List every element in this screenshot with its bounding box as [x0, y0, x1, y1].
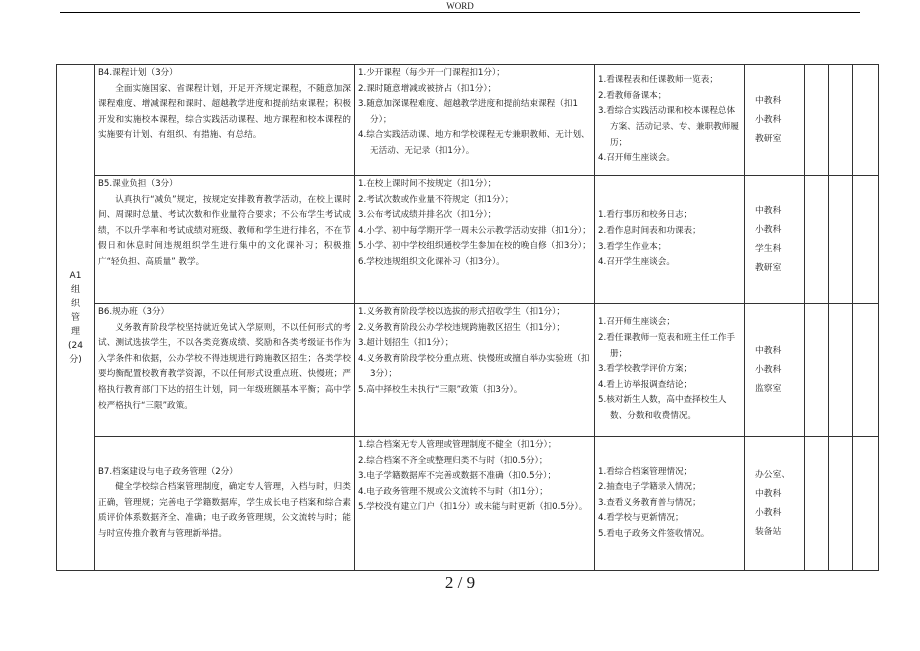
method-cell	[595, 65, 745, 176]
department-cell	[745, 65, 805, 176]
deduction-item: 3.超计划招生（扣1分）；	[358, 338, 454, 349]
department-name: 教研室	[755, 262, 782, 273]
method-item: 4.召开学生座谈会。	[598, 257, 675, 268]
method-cell	[595, 437, 745, 571]
deduction-item: 2.考试次数或作业量不符规定（扣1分）；	[358, 194, 514, 205]
deduction-item: 1.在校上课时间不按规定（扣1分）；	[358, 179, 497, 189]
deduction-item: 1.综合档案无专人管理或管理制度不健全（扣1分）；	[358, 440, 557, 450]
table-row	[57, 304, 879, 437]
deduction-item: 1.少开课程（每少开一门课程扣1分）；	[358, 68, 505, 78]
deduction-item: 4.综合实践活动课、地方和学校课程无专兼职教师、无计划、无活动、无记录（扣1分）。	[358, 130, 590, 156]
deduction-item: 2.义务教育阶段公办学校违规跨施教区招生（扣1分）；	[358, 322, 566, 333]
criteria-body: 全面实施国家、省课程计划，开足开齐规定课程，不随意加深课程难度、增减课程和课时、超越教学进度和提前结束课程；积极开发和实施校本课程，综合实践活动课程、地方课程和校本课程的实施要有计划、有组织、有措施、有总结。	[98, 83, 351, 141]
deduction-cell	[355, 437, 595, 571]
method-item: 3.看学校教学评价方案；	[598, 364, 693, 375]
page-header: WORD	[446, 1, 474, 11]
score-cell	[805, 65, 829, 176]
method-item: 5.看电子政务文件签收情况。	[598, 528, 710, 539]
deduction-item: 3.公布考试成绩并排名次（扣1分）；	[358, 210, 497, 221]
criteria-body: 义务教育阶段学校坚持就近免试入学原则，不以任何形式的考试、测试选拔学生，不以各类竞赛成绩、奖励和各类考级证书作为入学条件和依据，公办学校不得违规进行跨施教区招生；各类学校要均衡配置校教育教学资源，不以任何形式设重点班、快慢班；严格执行教育部门下达的招生计划，同一年级班额基本平衡；高中学校严格执行“三限”政策。	[98, 322, 351, 411]
method-item: 2.看作息时间表和功课表；	[598, 225, 701, 236]
deduction-item: 5.高中择校生未执行“三限”政策（扣3分）。	[358, 384, 523, 395]
method-item: 1.看综合档案管理情况；	[598, 466, 693, 477]
criteria-title: B5.课业负担（3分）	[98, 179, 178, 189]
method-item: 3.查看义务教育普与情况；	[598, 497, 701, 508]
score-cell	[853, 437, 879, 571]
table-row	[57, 65, 879, 176]
department-name: 学生科	[755, 243, 782, 254]
criteria-cell	[95, 176, 355, 304]
method-item: 3.看学生作业本；	[598, 241, 667, 252]
deduction-cell	[355, 176, 595, 304]
method-item: 3.看综合实践活动课和校本课程总体方案、活动记录、专、兼职教师履历；	[598, 106, 739, 148]
category-label: A1 组 织 管 理 (24 分)	[68, 270, 83, 365]
deduction-item: 5.小学、初中学校组织通校学生参加在校的晚自修（扣3分）；	[358, 241, 591, 252]
header-rule	[60, 12, 860, 13]
method-item: 2.抽查电子学籍录入情况；	[598, 482, 701, 493]
deduction-cell	[355, 65, 595, 176]
department-cell	[745, 437, 805, 571]
department-name: 小教科	[755, 224, 782, 235]
deduction-item: 5.学校没有建立门户（扣1分）或未能与时更新（扣0.5分）。	[358, 502, 588, 513]
department-name: 教研室	[755, 133, 782, 144]
score-cell	[853, 176, 879, 304]
department-name: 办公室、	[755, 469, 791, 480]
criteria-cell	[95, 437, 355, 571]
department-name: 中教科	[755, 95, 782, 106]
department-name: 小教科	[755, 364, 782, 375]
evaluation-table	[56, 64, 879, 571]
criteria-body: 健全学校综合档案管理制度，确定专人管理，入档与时，归类正确，管理规；完善电子学籍数据库，学生成长电子档案和综合素质评价体系数据齐全、准确；电子政务管理规，公文流转与时；能与时宣传推介教育与管理新举措。	[98, 482, 351, 539]
method-item: 5.核对新生人数，高中查择校生人数、分数和收费情况。	[598, 395, 727, 421]
criteria-cell	[95, 304, 355, 437]
method-item: 2.看任课教师一览表和班主任工作手册；	[598, 333, 736, 359]
criteria-title: B6.规办班（3分）	[98, 307, 170, 317]
deduction-item: 1.义务教育阶段学校以选拔的形式招收学生（扣1分）；	[358, 307, 566, 317]
method-item: 4.召开师生座谈会。	[598, 153, 675, 164]
department-name: 装备站	[755, 526, 782, 537]
department-name: 小教科	[755, 507, 782, 518]
deduction-item: 3.随意加深课程难度、超越教学进度和提前结束课程（扣1分）；	[358, 99, 578, 125]
method-item: 2.看教师备课本；	[598, 90, 667, 101]
criteria-body: 认真执行“减负”规定，按规定安排教育教学活动，在校上课时间、周课时总量、考试次数和作业量符合要求；不公布学生考试成绩，不以升学率和考试成绩对班级、教师和学生进行排名，不在节假日和休息时间违规组织学生进行集中的文化课补习；积极推广“轻负担、高质量” 教学。	[98, 194, 351, 267]
deduction-item: 4.义务教育阶段学校分重点班、快慢班或擅自举办实验班（扣3分）；	[358, 353, 590, 380]
table-row	[57, 437, 879, 571]
deduction-item: 4.小学、初中每学期开学一周未公示教学活动安排（扣1分）；	[358, 225, 591, 236]
criteria-title: B7.档案建设与电子政务管理（2分）	[98, 466, 238, 477]
deduction-cell	[355, 304, 595, 437]
deduction-item: 6.学校违规组织文化课补习（扣3分）。	[358, 256, 505, 267]
page-number: 2 / 9	[444, 573, 476, 592]
deduction-item: 3.电子学籍数据库不完善或数据不准确（扣0.5分）；	[358, 471, 557, 482]
deduction-item: 2.课时随意增减或被挤占（扣1分）；	[358, 83, 497, 94]
score-cell	[805, 437, 829, 571]
score-cell	[853, 65, 879, 176]
score-cell	[829, 304, 853, 437]
department-name: 小教科	[755, 114, 782, 125]
criteria-cell	[95, 65, 355, 176]
department-name: 中教科	[755, 205, 782, 216]
method-item: 4.看学校与更新情况；	[598, 513, 684, 524]
criteria-title: B4.课程计划（3分）	[98, 68, 178, 78]
score-cell	[853, 304, 879, 437]
score-cell	[829, 437, 853, 571]
score-cell	[805, 176, 829, 304]
method-item: 1.看行事历和校务日志；	[598, 210, 693, 221]
method-item: 4.看上访举报调查结论；	[598, 379, 693, 390]
table-row	[57, 176, 879, 304]
deduction-item: 4.电子政务管理不规或公文流转不与时（扣1分）；	[358, 486, 548, 497]
score-cell	[829, 176, 853, 304]
department-cell	[745, 304, 805, 437]
method-item: 1.召开师生座谈会；	[598, 317, 675, 328]
department-name: 监察室	[755, 383, 782, 394]
deduction-item: 2.综合档案不齐全或整理归类不与时（扣0.5分）；	[358, 455, 548, 466]
score-cell	[805, 304, 829, 437]
department-cell	[745, 176, 805, 304]
method-item: 1.看课程表和任课教师一览表；	[598, 75, 718, 86]
score-cell	[829, 65, 853, 176]
method-cell	[595, 304, 745, 437]
category-cell	[57, 65, 95, 571]
department-name: 中教科	[755, 345, 782, 356]
department-name: 中教科	[755, 488, 782, 499]
method-cell	[595, 176, 745, 304]
